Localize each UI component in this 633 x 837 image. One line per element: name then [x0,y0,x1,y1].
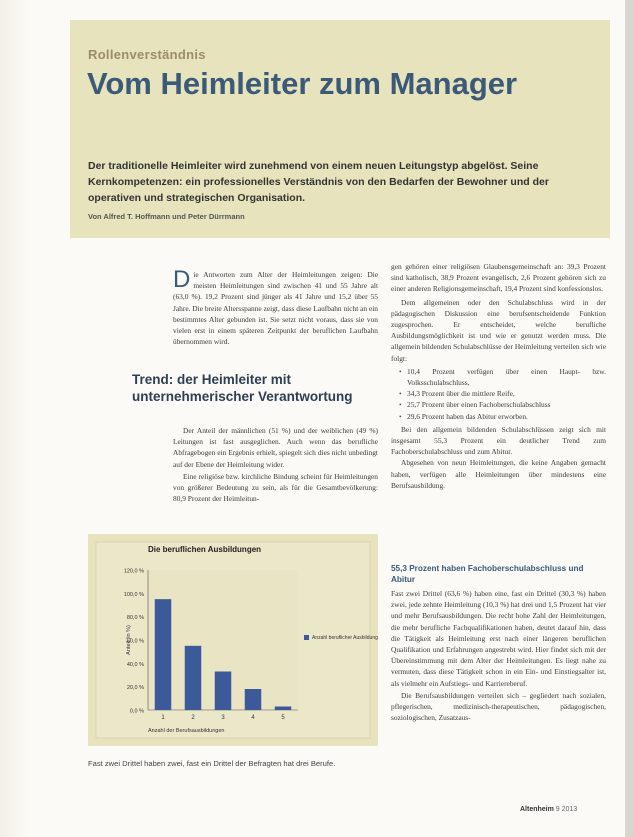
section-kicker: Rollenverständnis [88,47,206,62]
subheading: 55,3 Prozent haben Fachoberschulabschluss und Abitur [391,564,584,584]
issue-number: 9 2013 [555,806,578,813]
paragraph-trend: Bei den allgemein bildenden Schulabschlüssen zeigt sich mit insgesamt 55,3 Prozent ein deutlicher Trend zum Fachoberschulabschluss und zum Abitur. [391,424,606,457]
y-tick-label: 40,0 % [126,661,144,668]
section-heading: Trend: der Heimleiter mit unternehmerischer Verantwortung [132,372,353,404]
paragraph-qualifications: Fast zwei Drittel (63,6 %) haben eine, fast ein Drittel (30,3 %) haben zwei, jede zehnte Heimleitung (10,3 %) hat drei und 1,5 Prozent hat vier und mehr Berufsausbildungen. Die recht hohe Zahl der Heimleitungen, die mehr berufliche Fachqualifikationen haben, deutet darauf hin, dass die Tätigkeit als Heimleitung erst nach einer längeren beruflichen Qualifikation und Erfahrungen angestrebt wird. Hier findet sich mit der Übereinstimmung mit dem Alter der Heimleitungen. Es liegt nahe zu vermuten, dass diese Tätigkeit schon in ein Ein- und Einstiegsalter ist, als vielmehr ein Aufstiegs- und Karriereberuf. [391,589,606,688]
paragraph-training: Abgesehen von neun Heimleitungen, die keine Angaben gemacht haben, verfügen alle Heimleitungen über mindestens eine Berufsausbildung. [391,458,606,490]
figure-caption: Fast zwei Drittel haben zwei, fast ein Drittel der Befragten hat drei Berufe. [88,759,336,768]
y-tick-label: 120,0 % [123,568,144,575]
paragraph-religion: Eine religiöse bzw. kirchliche Bindung scheint für Heimleitungen von größerer Bedeutung zu sein, als für die Gesamtbevölkerung: 80,9 Prozent der Heimleitun- [173,471,378,504]
paragraph-gender: Der Anteil der männlichen (51 %) und der weiblichen (49 %) Leitungen ist fast ausgeglichen. Auch wenn das berufliche Abfragebogen ein Ergebnis erhielt, spiegelt sich dies nicht unbedingt auf der Ebene der Heimleitung wider. [173,426,378,469]
chart-title: Die beruflichen Ausbildungen [148,545,262,554]
x-axis-label: Anzahl der Berufsausbildungen [148,728,225,734]
list-item: • 25,7 Prozent über einen Fachoberschulabschluss [401,399,606,410]
page-edge [625,0,633,837]
list-item: • 34,3 Prozent über die mittlere Reife, [401,388,606,399]
page-footer [520,806,577,813]
bar [215,672,232,711]
scan-shadow [0,0,30,837]
bar [155,599,172,710]
legend-swatch [304,635,309,640]
paragraph-schooling: Dem allgemeinen oder den Schulabschluss wird in der pädagogischen Diskussion eine berufsentscheidende Funktion zugesprochen. Er entscheidet, welche berufliche Ausbildungsmöglichkeit ist und wie er genutzt werden muss. Die allgemein bildenden Schulabschlüsse der Heimleitung verteilen sich wie folgt: [391,297,606,363]
schooling-list [401,366,606,422]
article-title: Vom Heimleiter zum Manager [87,66,518,101]
y-tick-label: 20,0 % [126,685,144,692]
bar [275,707,292,711]
magazine-name: Altenheim [520,806,554,813]
article-lead: Der traditionelle Heimleiter wird zunehmend von einem neuen Leitungstyp abgelöst. Seine Kernkompetenzen: ein professionelles Verständnis von den Bedarfen der Bewohner und der operativen und strategischen Organisation. [88,160,549,204]
paragraph-religion-cont: gen gehören einer religiösen Glaubensgemeinschaft an: 39,3 Prozent sind katholisch, 38,9 Prozent evangelisch, 2,6 Prozent gehören sich zu einer anderen Religionsgemeinschaft, 19,4 Prozent sind konfessionslos. [391,262,606,294]
y-tick-label: 60,0 % [126,638,144,645]
bar-chart [88,534,378,746]
bar [185,646,202,710]
paragraph-intro [173,266,378,347]
intro-text: ie Antworten zum Alter der Heimleitungen zeigen: Die meisten Heimleitungen sind zwischen 41 und 55 Jahre alt (63,0 %). 19,2 Prozent sind jünger als 41 Jahre und 15,2 über 55 Jahre. Die breite Altersspanne zeigt, dass diese Laufbahn nicht an ein bestimmtes Alter gebunden ist. Sie setzt nicht voraus, dass sie von vielen erst in einem späteren Zeitpunkt der beruflichen Laufbahn übernommen wird. [173,270,378,347]
bar [245,689,262,710]
list-item: • 10,4 Prozent verfügen über einen Haupt- bzw. Volksschulabschluss, [401,366,606,388]
x-tick-label: 5 [281,715,285,721]
chart-panel [88,534,378,746]
y-tick-label: 100,0 % [123,591,144,598]
x-tick-label: 1 [161,715,165,721]
x-tick-label: 3 [221,715,225,721]
legend-label: Anzahl beruflicher Ausbildungen [312,635,378,641]
column-one-body [173,425,378,504]
column-two-body [391,261,606,491]
paragraph-distribution: Die Berufsausbildungen verteilen sich – gegliedert nach sozialen, pflegerischen, medizinisch-therapeutischen, pädagogischen, soziologischen, Zusatzaus- [391,690,606,723]
column-two-lower [391,588,606,723]
y-tick-label: 80,0 % [126,615,144,622]
list-item: • 29,6 Prozent haben das Abitur erworben. [401,411,606,422]
y-tick-label: 0,0 % [129,708,144,715]
y-axis-label: Anteil (in %) [126,625,132,655]
x-tick-label: 2 [191,715,195,721]
byline: Von Alfred T. Hoffmann und Peter Dürrmann [88,212,245,221]
x-tick-label: 4 [251,715,255,721]
drop-cap: D [173,266,191,293]
